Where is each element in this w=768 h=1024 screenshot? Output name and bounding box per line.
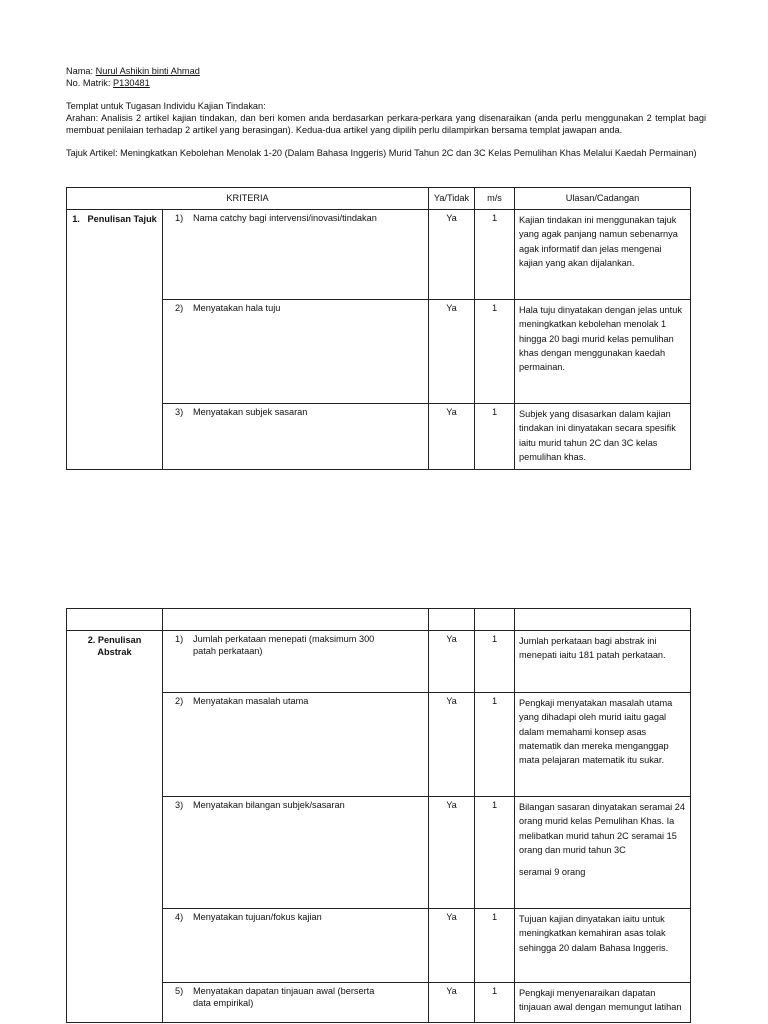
criteria-text: Menyatakan subjek sasaran [193, 407, 308, 417]
criteria-table-2 [66, 608, 691, 1023]
yatidak-cell: Ya [429, 404, 475, 470]
criteria-cell [163, 404, 429, 470]
ms-cell: 1 [475, 631, 515, 693]
criteria-number: 2) [175, 303, 184, 313]
matrik-label: No. Matrik: [66, 77, 111, 88]
criteria-text: Jumlah perkataan menepati (maksimum 300 patah perkataan) [193, 634, 375, 656]
ulasan-cell: Pengkaji menyatakan masalah utama yang dihadapi oleh murid iaitu gagal dalam memahami konsep asas matematik dan mereka menganggap mata pelajaran matematik itu sukar. [515, 693, 691, 797]
table-row [67, 210, 691, 300]
header-ulasan: Ulasan/Cadangan [515, 188, 691, 210]
criteria-cell [163, 300, 429, 404]
table-row [67, 631, 691, 693]
criteria-number: 1) [175, 213, 184, 223]
matrik-value: P130481 [112, 77, 150, 88]
yatidak-cell: Ya [429, 909, 475, 983]
criteria-table-1 [66, 187, 691, 470]
ms-cell: 1 [475, 797, 515, 909]
criteria-cell [163, 983, 429, 1023]
ulasan-cell: Jumlah perkataan bagi abstrak ini menepati iaitu 181 patah perkataan. [515, 631, 691, 693]
criteria-cell [163, 797, 429, 909]
article-title: Tajuk Artikel: Meningkatkan Kebolehan Menolak 1-20 (Dalam Bahasa Inggeris) Murid Tahun 2C dan 3C Kelas Pemulihan Khas Melalui Kaedah Permainan) [66, 147, 697, 158]
yatidak-cell: Ya [429, 693, 475, 797]
yatidak-cell: Ya [429, 300, 475, 404]
criteria-number: 4) [175, 912, 184, 922]
ulasan-cell: Pengkaji menyenaraikan dapatan tinjauan awal dengan memungut latihan [515, 983, 691, 1023]
section-cell [67, 210, 163, 470]
ms-cell: 1 [475, 404, 515, 470]
criteria-number: 3) [175, 407, 184, 417]
criteria-text: Menyatakan tujuan/fokus kajian [193, 912, 322, 922]
table-header-row [67, 188, 691, 210]
criteria-text: Menyatakan dapatan tinjauan awal (berserta data empirikal) [193, 986, 375, 1008]
ulasan-text-continued: seramai 9 orang [519, 867, 586, 877]
section-label: Penulisan Tajuk [87, 214, 157, 224]
yatidak-cell: Ya [429, 210, 475, 300]
name-value: Nurul Ashikin binti Ahmad [95, 66, 200, 76]
ms-cell: 1 [475, 983, 515, 1023]
header-kriteria: KRITERIA [67, 188, 429, 210]
yatidak-cell: Ya [429, 797, 475, 909]
ulasan-cell [515, 797, 691, 909]
template-title: Templat untuk Tugasan Individu Kajian Tindakan: [66, 100, 266, 111]
criteria-text: Menyatakan hala tuju [193, 303, 281, 313]
criteria-cell [163, 909, 429, 983]
header-ms: m/s [475, 188, 515, 210]
name-label: Nama: [66, 66, 94, 76]
section-cell: 2. Penulisan Abstrak [67, 631, 163, 1023]
criteria-cell [163, 210, 429, 300]
matrik-line [66, 78, 706, 90]
section-number: 1. [72, 214, 80, 224]
criteria-text: Nama catchy bagi intervensi/inovasi/tindakan [193, 213, 377, 223]
instructions: Arahan: Analisis 2 artikel kajian tindakan, dan beri komen anda berdasarkan perkara-perkara yang disenaraikan (anda perlu menggunakan 2 templat bagi membuat penilaian terhadap 2 artikel yang berasingan). Kedua-dua artikel yang dipilih perlu dilampirkan bersama templat jawapan anda. [66, 112, 706, 135]
ms-cell: 1 [475, 693, 515, 797]
yatidak-cell: Ya [429, 983, 475, 1023]
ms-cell: 1 [475, 210, 515, 300]
yatidak-cell: Ya [429, 631, 475, 693]
criteria-text: Menyatakan bilangan subjek/sasaran [193, 800, 345, 810]
header-yatidak: Ya/Tidak [429, 188, 475, 210]
criteria-cell [163, 631, 429, 693]
criteria-number: 3) [175, 800, 184, 810]
ulasan-cell: Kajian tindakan ini menggunakan tajuk yang agak panjang namun sebenarnya agak informatif dan jelas mengenai kajian yang akan dijalankan. [515, 210, 691, 300]
criteria-number: 2) [175, 696, 184, 706]
name-line [66, 66, 706, 78]
ulasan-cell: Hala tuju dinyatakan dengan jelas untuk meningkatkan kebolehan menolak 1 hingga 20 bagi murid kelas pemulihan khas dengan menggunakan kaedah permainan. [515, 300, 691, 404]
criteria-number: 5) [175, 986, 184, 996]
table-header-row-empty [67, 609, 691, 631]
ulasan-cell: Tujuan kajian dinyatakan iaitu untuk meningkatkan kemahiran asas tolak sehingga 20 dalam Bahasa Inggeris. [515, 909, 691, 983]
document-header [66, 66, 706, 160]
ulasan-text: Bilangan sasaran dinyatakan seramai 24 orang murid kelas Pemulihan Khas. Ia melibatkan murid tahun 2C seramai 15 orang dan murid tahun 3C [519, 802, 685, 855]
ulasan-cell: Subjek yang disasarkan dalam kajian tindakan ini dinyatakan secara spesifik iaitu murid tahun 2C dan 3C kelas pemulihan khas. [515, 404, 691, 470]
criteria-cell [163, 693, 429, 797]
ms-cell: 1 [475, 300, 515, 404]
criteria-number: 1) [175, 634, 184, 644]
criteria-text: Menyatakan masalah utama [193, 696, 309, 706]
ms-cell: 1 [475, 909, 515, 983]
